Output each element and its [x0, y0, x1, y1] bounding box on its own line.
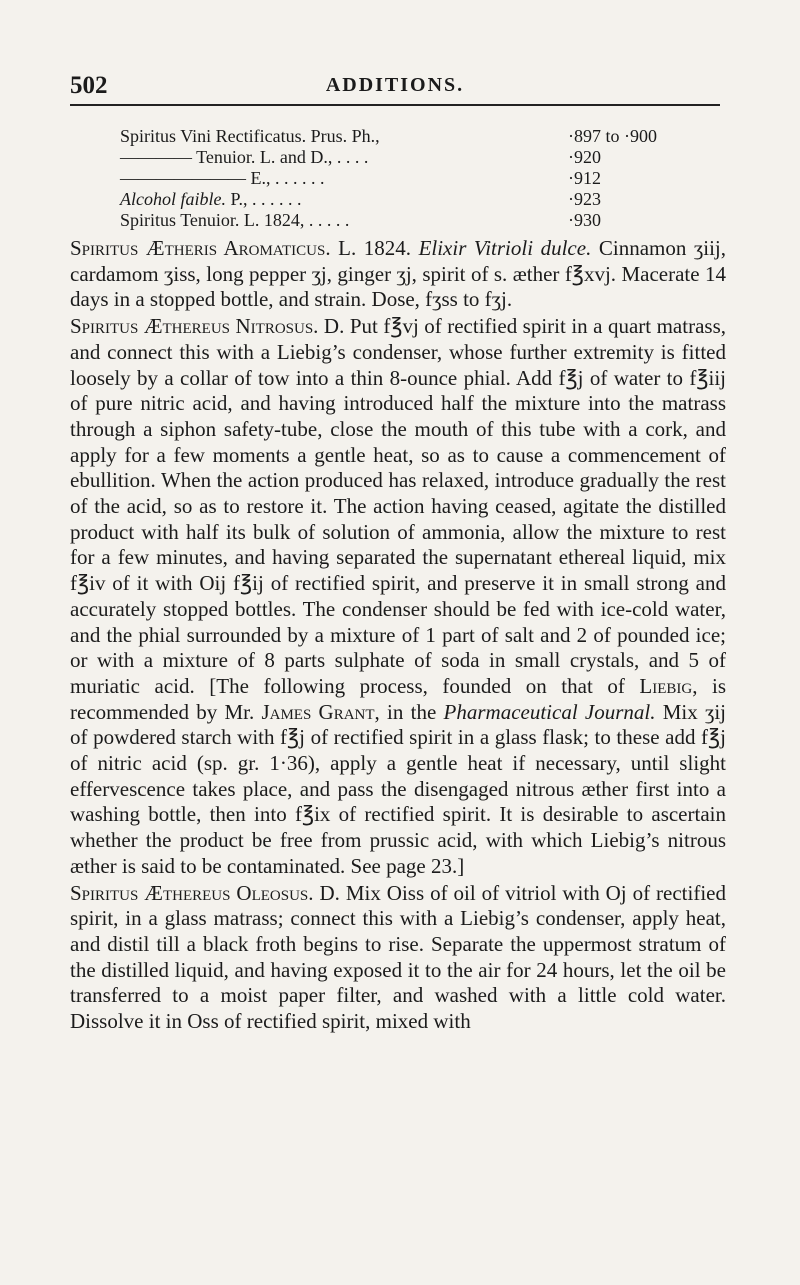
- row-label-rest: P., . . . . . .: [225, 189, 302, 209]
- row-value: ·923: [568, 189, 601, 209]
- specific-gravity-table: [120, 126, 680, 231]
- entry-spiritus-aethereus-oleosus: [70, 881, 726, 1035]
- header-rule: [70, 104, 720, 106]
- entry-spiritus-aetheris-aromaticus: [70, 236, 726, 313]
- row-label: Spiritus Tenuior. L. 1824, . . . . .: [120, 210, 350, 230]
- row-value: ·930: [568, 210, 601, 230]
- running-head: ADDITIONS.: [325, 74, 465, 96]
- page-number: 502: [70, 72, 108, 99]
- entry-text: Cinnamon ʒiij, cardamom ʒiss, long pepper ʒj, ginger ʒj, spirit of s. æther f℥xvj. Macerate 14 days in a stopped bottle, and strain. Dose, fʒss to fʒj.: [70, 236, 726, 312]
- author-name: Liebig: [639, 673, 693, 698]
- journal-title: Pharmaceutical Journal.: [443, 699, 656, 724]
- row-value: ·912: [568, 168, 601, 188]
- table-row: [120, 147, 680, 168]
- entry-spiritus-aethereus-nitrosus: [70, 314, 726, 879]
- entry-alt-name: Elixir Vitrioli dulce.: [418, 236, 592, 260]
- row-label: Spiritus Vini Rectificatus. Prus. Ph.,: [120, 126, 380, 146]
- author-name: James Grant: [261, 699, 375, 724]
- table-row: [120, 126, 680, 147]
- table-row: [120, 168, 680, 189]
- entry-title: Spiritus Æthereus Nitrosus.: [70, 314, 319, 339]
- entry-text: L. 1824.: [330, 236, 419, 260]
- row-label-italic: Alcohol faible.: [120, 189, 226, 209]
- entry-text: D. Put f℥vj of rectified spirit in a quart matrass, and connect this with a Liebig’s condenser, whose further extremity is fitted loosely by a collar of tow into a thin 8-ounce phial. Add f℥j of water to f℥iij of pure nitric acid, and having introduced half the mixture into the matrass through a siphon safety-tube, close the mouth of this tube with a cork, and apply for a few moments a gentle heat, so as to cause a commencement of ebullition. When the action produced has relaxed, introduce gradually the rest of the acid, so as to restore it. The action having ceased, agitate the distilled product with half its bulk of solution of ammonia, allow the mixture to rest for a few minutes, and having separated the supernatant ethereal liquid, mix f℥iv of it with Oij f℥ij of rectified spirit, and preserve it in small strong and accurately stopped bottles. The condenser should be fed with ice-cold water, and the phial surrounded by a mixture of 1 part of salt and 2 of pounded ice; or with a mixture of 8 parts sulphate of soda in small crystals, and 5 of muriatic acid. [The following process, founded on that of: [70, 314, 726, 698]
- entry-text: Mix ʒij of powdered starch with f℥j of rectified spirit in a glass flask; to these add f℥j of nitric acid (sp. gr. 1·36), apply a gentle heat if necessary, until slight effervescence takes place, and pass the disengaged nitrous æther first into a washing bottle, then into f℥ix of rectified spirit. It is desirable to ascertain whether the product be free from prussic acid, with which Liebig’s nitrous æther is said to be contaminated. See page 23.]: [70, 699, 726, 878]
- entry-text: , is recommended by Mr.: [70, 673, 726, 724]
- row-label: ——————— E., . . . . . .: [120, 168, 325, 188]
- row-value: ·920: [568, 147, 601, 167]
- page-header: [70, 72, 720, 104]
- entry-title: Spiritus Ætheris Aromaticus.: [70, 236, 331, 260]
- table-row: [120, 210, 680, 231]
- entry-title: Spiritus Æthereus Oleosus.: [70, 880, 314, 905]
- entry-text: , in the: [374, 699, 444, 724]
- body-text: [70, 236, 726, 1035]
- row-label: ———— Tenuior. L. and D., . . . .: [120, 147, 369, 167]
- row-value: ·897 to ·900: [568, 126, 657, 146]
- row-label: [120, 189, 302, 210]
- entry-text: D. Mix Oiss of oil of vitriol with Oj of rectified spirit, in a glass matrass; connect this with a Liebig’s condenser, apply heat, and distil till a black froth begins to rise. Separate the uppermost stratum of the distilled liquid, and having exposed it to the air for 24 hours, let the oil be transferred to a moist paper filter, and washed with a little cold water. Dissolve it in Oss of rectified spirit, mixed with: [70, 880, 726, 1034]
- table-row: [120, 189, 680, 210]
